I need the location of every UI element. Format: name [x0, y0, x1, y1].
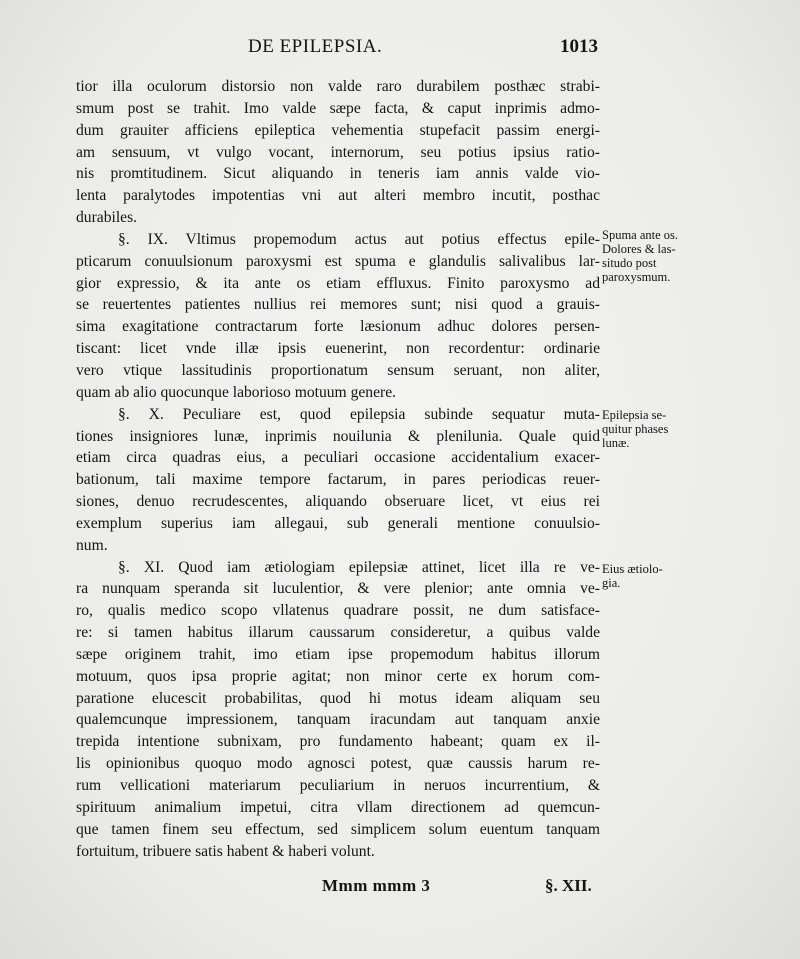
text-line: am sensuum, vt vulgo vocant, internorum, seu potius ipsius ratio- [76, 143, 600, 161]
paragraph-ix-start: §. IX. Vltimus propemodum actus aut potius effectus epile- [118, 230, 600, 248]
text-line: paratione elucescit probabilitas, quod hi motus ideam aliquam seu [76, 689, 600, 707]
text-line: rum vellicationi materiarum peculiarium in neruos incurrentium, & [76, 777, 600, 794]
text-line: fortuitum, tribuere satis habent & haberi volunt. [76, 842, 375, 860]
text-line: dum grauiter afficiens epileptica vehementia stupefacit passim energi- [76, 121, 600, 139]
margin-note-line: Dolores & las- [602, 242, 676, 256]
text-line: spirituum animalium impetui, citra vllam directionem ad quemcun- [76, 798, 600, 816]
margin-note-line: Epilepsia se- [602, 408, 667, 422]
margin-note-line: Spuma ante os. [602, 228, 679, 242]
margin-note-epilepsia [602, 408, 714, 450]
text-line: durabiles. [76, 209, 138, 227]
text-line: qualemcunque impressionem, tanquam iracundam aut tanquam anxie [76, 711, 600, 729]
text-line: lenta paralytodes impotentias vni aut alteri membro incutit, posthac [76, 187, 600, 205]
text-line: lis opinionibus quoquo modo agnosci potest, quæ caussis harum re- [76, 755, 600, 773]
text-line: etiam circa quadras eius, a peculiari occasione accidentalium exacer- [76, 449, 600, 467]
margin-note-line: quitur phases [602, 422, 669, 436]
margin-note-line: lunæ. [602, 436, 630, 450]
text-line: quam ab alio quocunque laborioso motuum genere. [76, 383, 397, 401]
text-line: tiones insigniores lunæ, inprimis nouilunia & plenilunia. Quale quid [76, 427, 600, 445]
text-line: num. [76, 536, 108, 554]
page-number: 1013 [560, 36, 598, 57]
text-line: ro, qualis medico scopo vllatenus quadrare possit, ne dum satisface- [76, 602, 600, 620]
text-line: sima exagitatione contractarum forte læsionum adhuc dolores persen- [76, 318, 600, 336]
margin-note-line: paroxysmum. [602, 270, 671, 284]
text-line: vero vtique lassitudinis proportionatum sensum seruant, non aliter, [76, 361, 600, 379]
text-line: exemplum superius iam allegaui, sub generali mentione conuulsio- [76, 514, 600, 532]
running-head: DE EPILEPSIA. [248, 36, 383, 57]
text-line: que tamen finem seu effectum, sed simplicem solum euentum tanquam [76, 820, 600, 838]
paragraph-x-start: §. X. Peculiare est, quod epilepsia subinde sequatur muta- [118, 405, 600, 423]
margin-note-line: gia. [602, 576, 621, 590]
margin-note-spuma [602, 228, 714, 284]
text-line: nis promtitudinem. Sicut aliquando in teneris iam annis valde vio- [76, 165, 600, 183]
text-line: tiscant: licet vnde illæ ipsis euenerint, non recordentur: ordinarie [76, 340, 600, 358]
text-line: siones, denuo recrudescentes, aliquando obseruare licet, vt eius rei [76, 493, 600, 511]
text-line: se reuertentes patientes nullius rei memores sunt; nisi quod a grauis- [76, 296, 600, 314]
text-line: ra nunquam speranda sit luculentior, & vere plenior; ante omnia ve- [76, 580, 600, 598]
margin-note-aetiologia [602, 562, 714, 590]
main-text-block [76, 76, 600, 862]
text-line: tior illa oculorum distorsio non valde raro durabilem posthæc strabi- [76, 78, 600, 95]
margin-note-line: situdo post [602, 256, 657, 270]
text-line: motuum, quos ipsa proprie agitat; non minor certe ex horum com- [76, 667, 600, 685]
signature-mark: Mmm mmm 3 [322, 876, 431, 895]
text-line: bationum, tali maxime tempore factarum, in pares periodicas reuer- [76, 471, 600, 489]
text-line: re: si tamen habitus illarum caussarum consideretur, a quibus valde [76, 624, 600, 642]
catchword: §. XII. [545, 876, 592, 895]
text-line: gior expressio, & ita ante os etiam effluxus. Finito paroxysmo ad [76, 274, 600, 292]
text-line: smum post se trahit. Imo valde sæpe facta, & caput inprimis admo- [76, 99, 600, 117]
text-line: trepida intentione subnixam, pro fundamento habeant; quam ex il- [76, 733, 600, 751]
text-line: sæpe originem trahit, imo etiam ipse propemodum habitus illorum [76, 645, 600, 663]
paragraph-xi-start: §. XI. Quod iam ætiologiam epilepsiæ attinet, licet illa re ve- [118, 558, 600, 576]
text-line: pticarum conuulsionum paroxysmi est spuma e glandulis salivalibus lar- [76, 252, 600, 270]
margin-note-line: Eius ætiolo- [602, 562, 663, 576]
